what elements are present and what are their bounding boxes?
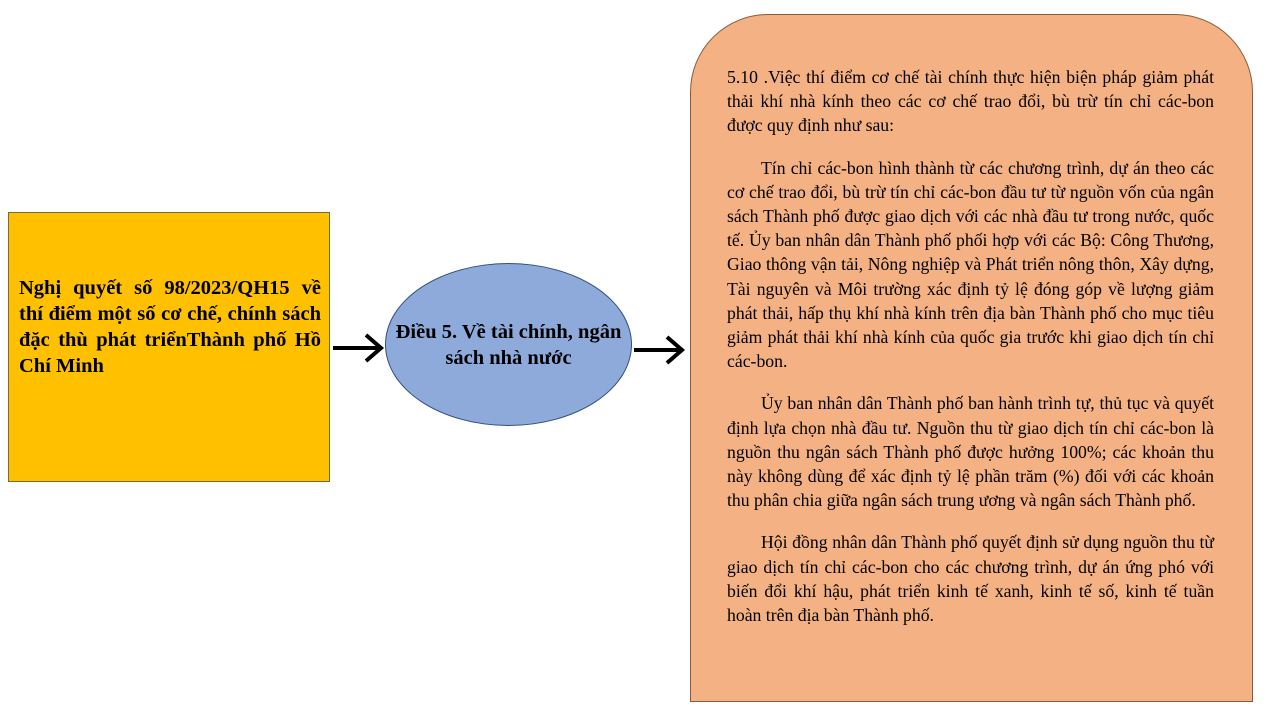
detail-paragraph: Tín chỉ các-bon hình thành từ các chương trình, dự án theo các cơ chế trao đổi, bù trừ tín chỉ các-bon đầu tư từ nguồn vốn của ngân sách Thành phố được giao dịch với các nhà đầu tư trong nước, quốc tế. Ủy ban nhân dân Thành phố phối hợp với các Bộ: Công Thương, Giao thông vận tải, Nông nghiệp và Phát triển nông thôn, Xây dựng, Tài nguyên và Môi trường xác định tỷ lệ đóng góp về lượng giảm phát thải, hấp thụ khí nhà kính trên địa bàn Thành phố cho mục tiêu giảm phát thải khí nhà kính của quốc gia trước khi giao dịch tín chỉ các-bon. — [727, 157, 1214, 372]
detail-intro: 5.10 .Việc thí điểm cơ chế tài chính thực hiện biện pháp giảm phát thải khí nhà kính theo các cơ chế trao đổi, bù trừ tín chỉ các-bon được quy định như sau: — [727, 67, 1214, 136]
arrow-right-icon — [633, 334, 687, 366]
article-text: Điều 5. Về tài chính, ngân sách nhà nước — [395, 320, 622, 369]
resolution-box — [8, 212, 330, 482]
detail-paragraph: Ủy ban nhân dân Thành phố ban hành trình tự, thủ tục và quyết định lựa chọn nhà đầu tư. Nguồn thu từ giao dịch tín chỉ các-bon là nguồn thu ngân sách Thành phố được hưởng 100%; các khoản thu này không dùng để xác định tỷ lệ phần trăm (%) đối với các khoản thu phân chia giữa ngân sách trung ương và ngân sách Thành phố. — [727, 393, 1214, 511]
arrow-right-icon — [332, 332, 386, 364]
detail-box — [690, 14, 1253, 702]
resolution-text: Nghị quyết số 98/2023/QH15 về thí điểm một số cơ chế, chính sách đặc thù phát triểnThành phố Hồ Chí Minh — [19, 277, 321, 377]
detail-paragraph: Hội đồng nhân dân Thành phố quyết định sử dụng nguồn thu từ giao dịch tín chỉ các-bon cho các chương trình, dự án ứng phó với biến đổi khí hậu, phát triển kinh tế xanh, kinh tế số, kinh tế tuần hoàn trên địa bàn Thành phố. — [727, 532, 1214, 626]
article-ellipse — [385, 263, 632, 426]
